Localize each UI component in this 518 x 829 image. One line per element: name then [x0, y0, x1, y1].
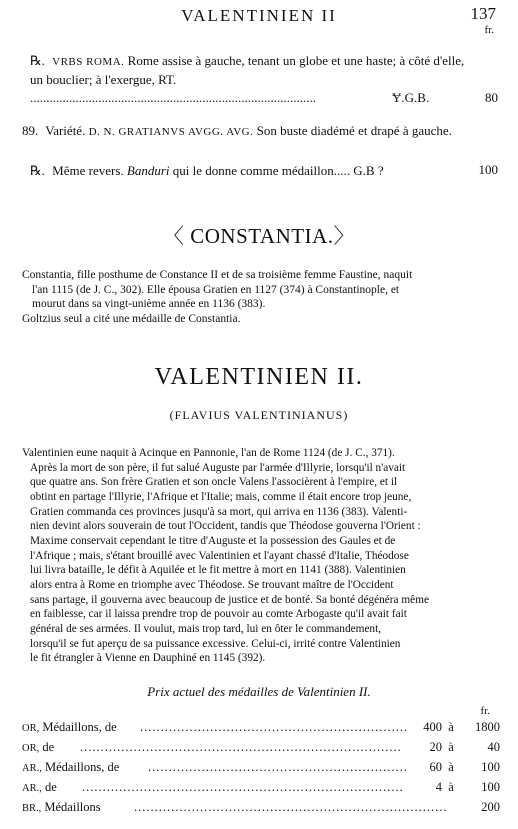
price-row: [22, 800, 500, 818]
row-label: Médaillons, de: [44, 760, 120, 774]
text-line: Goltzius seul a cité une médaille de Constantia.: [22, 313, 241, 326]
text-line: sans partage, il gouverna avec beaucoup de justice et de bonté. Sa bonté dégénéra même: [30, 593, 429, 606]
metal-grade: G.B ?: [353, 163, 384, 178]
currency-unit: fr.: [484, 24, 494, 36]
row-label: de: [44, 780, 57, 794]
section-title-constantia: 〈 CONSTANTIA.〉: [163, 224, 355, 248]
constantia-paragraph: [22, 268, 498, 327]
price-to: 100: [481, 760, 500, 774]
dot-leader: .................................................................: [140, 720, 409, 734]
price-row: [22, 720, 500, 738]
price-from: 20: [429, 740, 442, 754]
page-number: 137: [470, 4, 496, 23]
text-line: Gratien commanda ces provinces jusqu'à sa mort, qui arriva en 1136 (383). Valenti-: [30, 505, 408, 518]
text-line: lui livra bataille, le défit à Aquilée et le fit mettre à mort en 1141 (388). Valentinien: [30, 564, 406, 577]
legend-text: D. N. GRATIANVS AVGG. AVG.: [88, 126, 254, 138]
price-to: 40: [487, 740, 500, 754]
coin-entry-variety: [22, 122, 482, 141]
dot-leader: ..............................................................................: [82, 780, 404, 794]
text-line: Constantia, fille posthume de Constance II et de sa troisième femme Faustine, naquit: [22, 269, 413, 281]
text-line: Maxime conservait cependant le titre d'Auguste et la possession des Gaules et de: [30, 534, 396, 547]
price-row: [22, 780, 500, 798]
dot-leader: ..............................................................................: [80, 740, 402, 754]
price-sep: à: [448, 720, 454, 734]
metal-abbrev: OR,: [22, 743, 40, 754]
entry-price: 100: [478, 162, 498, 177]
entry-price: 80: [485, 90, 498, 105]
section-subtitle: (FLAVIUS VALENTINIANUS): [169, 408, 349, 422]
running-header: VALENTINIEN II: [181, 6, 337, 25]
entry-marker: ℞.: [30, 53, 45, 68]
price-to: 100: [481, 780, 500, 794]
entry-description: Son buste diadémé et drapé à gauche.: [256, 123, 452, 138]
text-line: Après la mort de son père, il fut salué Auguste par l'armée d'Illyrie, lorsqu'il n'avait: [30, 461, 406, 474]
price-from: 4: [435, 780, 442, 794]
metal-abbrev: AR.,: [22, 783, 42, 794]
price-table-unit: fr.: [480, 705, 490, 717]
dot-leader: ........................................................................................: [30, 90, 316, 105]
price-sep: à: [448, 780, 454, 794]
text-line: obtint en partage l'Illyrie, l'Afrique et l'Italie; mais, comme il était encore trop jeune,: [30, 490, 412, 503]
text-line: mourut dans sa vingt-unième année en 1136 (383).: [32, 298, 266, 311]
price-from: 400: [423, 720, 442, 734]
dot-leader: ...............................................................: [148, 760, 408, 774]
text-line: le fit étrangler à Vienne en Dauphiné en 1145 (392).: [30, 652, 266, 665]
price-row: [22, 740, 500, 758]
entry-label: Même revers.: [52, 163, 124, 178]
text-line: que quatre ans. Son frère Gratien et son oncle Valens l'associèrent à l'empire, et il: [30, 476, 398, 489]
text-line: en faiblesse, car il laissa prendre trop de pouvoir au comte Arbogaste qu'il avait fait: [30, 608, 407, 621]
text-line: nien devint alors souverain de tout l'Occident, tandis que Théodose gouverna l'Orient :: [30, 520, 421, 533]
entry-description: qui le donne comme médaillon.....: [172, 163, 351, 178]
text-line: l'an 1115 (de J. C., 302). Elle épousa Gratien en 1127 (374) à Constantinople, et: [32, 283, 400, 296]
metal-grade: Ɏ.G.B.: [392, 90, 430, 105]
row-label: Médaillons, de: [42, 720, 117, 734]
price-sep: à: [448, 760, 454, 774]
price-from: 60: [429, 760, 442, 774]
text-line: lorsqu'il se fut aperçu de sa puissance excessive. Celui-ci, irrité contre Valentinien: [30, 637, 401, 650]
biography-paragraph: [22, 446, 508, 666]
price-row: [22, 760, 500, 778]
entry-marker: ℞.: [30, 163, 45, 178]
metal-abbrev: BR.,: [22, 803, 42, 814]
section-title-valentinien: VALENTINIEN II.: [154, 364, 364, 390]
dot-leader: ............................................................................: [134, 800, 448, 814]
author-name: Banduri: [126, 163, 170, 178]
legend-text: VRBS ROMA.: [52, 56, 125, 68]
row-label: Médaillons: [44, 800, 101, 814]
price-table-title: Prix actuel des médailles de Valentinien II.: [147, 684, 371, 699]
entry-label: Variété.: [45, 123, 86, 138]
text-line: général de ses armées. Il voulut, mais trop tard, lui en ôter le commandement,: [30, 622, 382, 635]
price-sep: à: [448, 740, 454, 754]
text-line: alors entra à Rome en triomphe avec Théodose. Se trouvant maître de l'Occident: [30, 578, 394, 591]
row-label: de: [42, 740, 55, 754]
text-line: Valentinien eune naquit à Acinque en Pannonie, l'an de Rome 1124 (de J. C., 371).: [22, 447, 395, 459]
metal-abbrev: OR,: [22, 723, 40, 734]
entry-number: 89.: [22, 123, 39, 138]
price-to: 1800: [475, 720, 500, 734]
coin-entry-reverse-2: [30, 162, 450, 180]
entry-description: Rome assise à gauche, tenant un globe et une haste; à côté d'elle, un bouclier; à l'exergue, RT.: [30, 53, 465, 87]
coin-entry-reverse: [30, 52, 470, 89]
metal-abbrev: AR.,: [22, 763, 42, 774]
price-to: 200: [481, 800, 500, 814]
text-line: l'Afrique ; mais, s'étant brouillé avec Valentinien et l'ayant chassé d'Italie, Théodose: [30, 549, 409, 562]
